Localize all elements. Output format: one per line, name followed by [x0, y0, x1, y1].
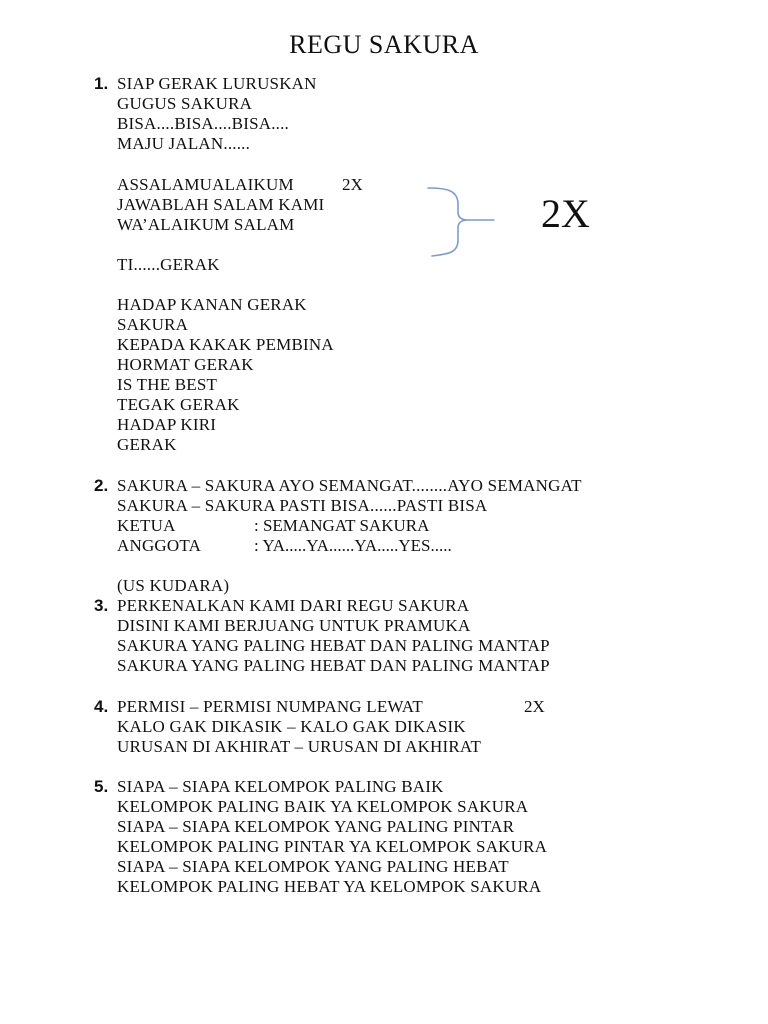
s1-line: GERAK: [117, 435, 177, 454]
s4-line: PERMISI – PERMISI NUMPANG LEWAT: [117, 697, 423, 716]
s1-line: HADAP KIRI: [117, 415, 217, 434]
anggota-value: : YA.....YA......YA.....YES.....: [254, 536, 452, 555]
s5-line: SIAPA – SIAPA KELOMPOK PALING BAIK: [117, 777, 444, 796]
section-number-5: 5.: [94, 777, 109, 796]
s3-line: SAKURA YANG PALING HEBAT DAN PALING MANTAP: [117, 636, 550, 655]
s1-line: TEGAK GERAK: [117, 395, 240, 414]
section-number-2: 2.: [94, 476, 109, 495]
ketua-label: KETUA: [117, 516, 176, 535]
s5-line: KELOMPOK PALING BAIK YA KELOMPOK SAKURA: [117, 797, 529, 816]
s3-line: PERKENALKAN KAMI DARI REGU SAKURA: [117, 596, 470, 615]
s2-line: SAKURA – SAKURA AYO SEMANGAT........AYO SEMANGAT: [117, 476, 582, 495]
s1-line: SAKURA: [117, 315, 189, 334]
curly-brace-icon: [420, 182, 500, 262]
s5-line: KELOMPOK PALING PINTAR YA KELOMPOK SAKURA: [117, 837, 548, 856]
s1-line: WA’ALAIKUM SALAM: [117, 215, 295, 234]
s1-line: TI......GERAK: [117, 255, 220, 274]
s1-line: HADAP KANAN GERAK: [117, 295, 307, 314]
s1-line: BISA....BISA....BISA....: [117, 114, 289, 133]
song-note: (US KUDARA): [117, 576, 230, 595]
section-number-3: 3.: [94, 596, 109, 615]
s1-line: SIAP GERAK LURUSKAN: [117, 74, 317, 93]
s2-line: SAKURA – SAKURA PASTI BISA......PASTI BISA: [117, 496, 488, 515]
s4-line: KALO GAK DIKASIK – KALO GAK DIKASIK: [117, 717, 466, 736]
s5-line: KELOMPOK PALING HEBAT YA KELOMPOK SAKURA: [117, 877, 542, 896]
s1-line: MAJU JALAN......: [117, 134, 251, 153]
anggota-label: ANGGOTA: [117, 536, 202, 555]
s1-line: JAWABLAH SALAM KAMI: [117, 195, 325, 214]
s1-line: HORMAT GERAK: [117, 355, 254, 374]
repeat-marker-large: 2X: [541, 191, 590, 236]
s1-line: IS THE BEST: [117, 375, 218, 394]
s1-line: KEPADA KAKAK PEMBINA: [117, 335, 334, 354]
s1-line: ASSALAMUALAIKUM: [117, 175, 294, 194]
section-number-1: 1.: [94, 74, 109, 93]
s5-line: SIAPA – SIAPA KELOMPOK YANG PALING HEBAT: [117, 857, 509, 876]
s3-line: SAKURA YANG PALING HEBAT DAN PALING MANTAP: [117, 656, 550, 675]
s4-line: URUSAN DI AKHIRAT – URUSAN DI AKHIRAT: [117, 737, 482, 756]
s5-line: SIAPA – SIAPA KELOMPOK YANG PALING PINTAR: [117, 817, 515, 836]
section-number-4: 4.: [94, 697, 109, 716]
ketua-value: : SEMANGAT SAKURA: [254, 516, 430, 535]
repeat-marker-s4: 2X: [524, 697, 545, 716]
repeat-marker-inline: 2X: [342, 175, 363, 194]
page-title: REGU SAKURA: [289, 30, 479, 59]
s1-line: GUGUS SAKURA: [117, 94, 253, 113]
s3-line: DISINI KAMI BERJUANG UNTUK PRAMUKA: [117, 616, 471, 635]
